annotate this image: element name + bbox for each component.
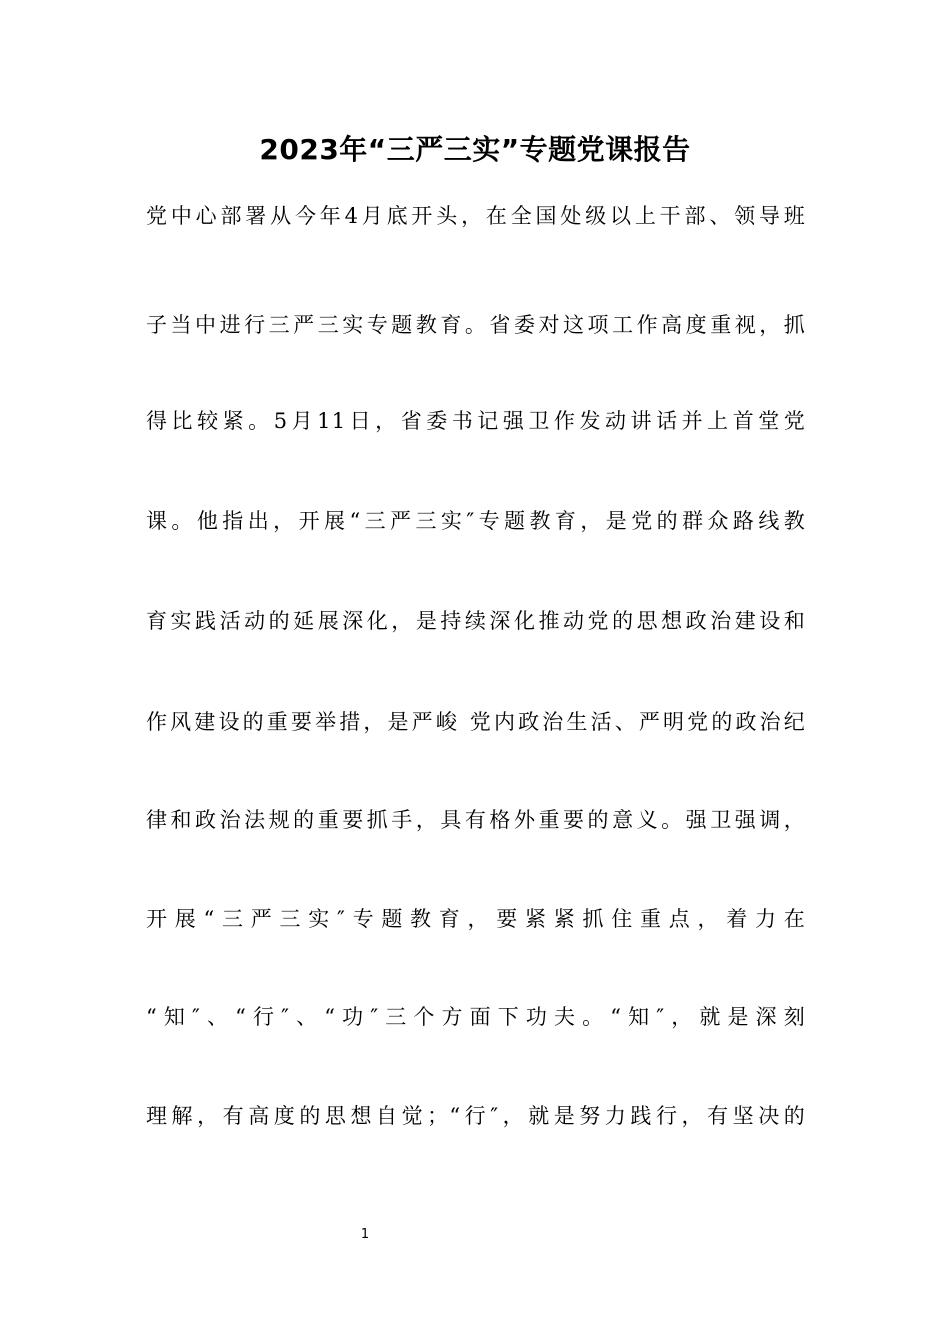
body-line: 作风建设的重要举措，是严峻 党内政治生活、严明党的政治纪 [146, 710, 806, 734]
body-line: 得比较紧。5月11日，省委书记强卫作发动讲话并上首堂党 [146, 409, 806, 433]
body-line: 育实践活动的延展深化，是持续深化推动党的思想政治建设和 [146, 609, 806, 633]
body-line: 律和政治法规的重要抓手，具有格外重要的意义。强卫强调， [146, 808, 806, 832]
body-line: 党中心部署从今年4月底开头，在全国处级以上干部、领导班 [146, 204, 806, 228]
body-line: 理解，有高度的思想自觉；“行″，就是努力践行，有坚决的 [146, 1104, 806, 1128]
body-line: 开展“三严三实″专题教育，要紧紧抓住重点，着力在 [146, 907, 806, 931]
page-number: 1 [360, 1227, 370, 1242]
body-line: “知″、“行″、“功″三个方面下功夫。“知″，就是深刻 [146, 1005, 806, 1029]
body-line: 子当中进行三严三实专题教育。省委对这项工作高度重视，抓 [146, 313, 806, 337]
body-line: 课。他指出，开展“三严三实″专题教育，是党的群众路线教 [146, 509, 806, 533]
document-title: 2023年“三严三实”专题党课报告 [259, 133, 691, 166]
